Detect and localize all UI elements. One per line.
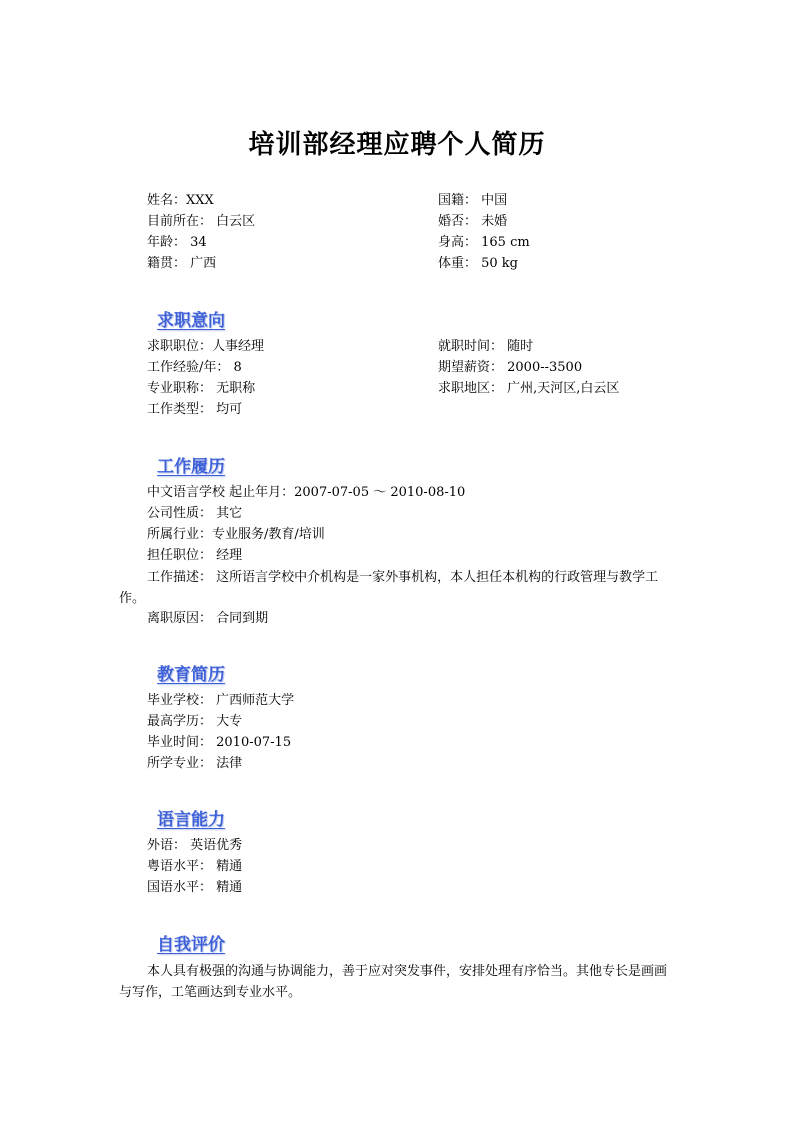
role-field: 担任职位： 经理 — [147, 548, 243, 563]
self-evaluation-text: 本人具有极强的沟通与协调能力，善于应对突发事件，安排处理有序恰当。其他专长是画画与写作，工笔画达到专业水平。 — [119, 964, 668, 1000]
work-description: 工作描述： 这所语言学校中介机构是一家外事机构，本人担任本机构的行政管理与教学工作。 — [119, 570, 659, 606]
hometown-field: 籍贯： 广西 — [147, 256, 217, 271]
marital-field: 婚否： 未婚 — [438, 214, 508, 229]
professional-title-field: 专业职称： 无职称 — [147, 381, 256, 396]
nationality-field: 国籍： 中国 — [438, 193, 508, 208]
page-title: 培训部经理应聘个人简历 — [248, 130, 546, 160]
mandarin-field: 国语水平： 精通 — [147, 880, 243, 895]
weight-field: 体重： 50 kg — [438, 256, 519, 271]
salary-field: 期望薪资： 2000--3500 — [438, 360, 583, 375]
section-heading-self: 自我评价 — [157, 935, 225, 955]
name-field: 姓名：XXX — [147, 193, 214, 208]
section-heading-language: 语言能力 — [157, 810, 225, 830]
location-field: 目前所在： 白云区 — [147, 214, 256, 229]
section-heading-education: 教育简历 — [157, 665, 225, 685]
cantonese-field: 粤语水平： 精通 — [147, 859, 243, 874]
degree-field: 最高学历： 大专 — [147, 714, 243, 729]
school-field: 毕业学校： 广西师范大学 — [147, 693, 295, 708]
major-field: 所学专业： 法律 — [147, 756, 243, 771]
job-type-field: 工作类型： 均可 — [147, 402, 243, 417]
section-heading-intent: 求职意向 — [157, 311, 225, 331]
position-field: 求职职位：人事经理 — [147, 339, 265, 354]
industry-field: 所属行业：专业服务/教育/培训 — [147, 527, 325, 542]
height-field: 身高： 165 cm — [438, 235, 530, 250]
graduation-field: 毕业时间： 2010-07-15 — [147, 735, 292, 750]
work-school-period: 中文语言学校 起止年月：2007-07-05 ～ 2010-08-10 — [147, 485, 466, 500]
start-time-field: 就职时间： 随时 — [438, 339, 534, 354]
age-field: 年龄： 34 — [147, 235, 207, 250]
foreign-language-field: 外语： 英语优秀 — [147, 838, 243, 853]
experience-field: 工作经验/年： 8 — [147, 360, 242, 375]
leave-reason-field: 离职原因： 合同到期 — [147, 611, 269, 626]
area-field: 求职地区： 广州,天河区,白云区 — [438, 381, 620, 396]
section-heading-work: 工作履历 — [157, 457, 225, 477]
company-type-field: 公司性质： 其它 — [147, 506, 243, 521]
